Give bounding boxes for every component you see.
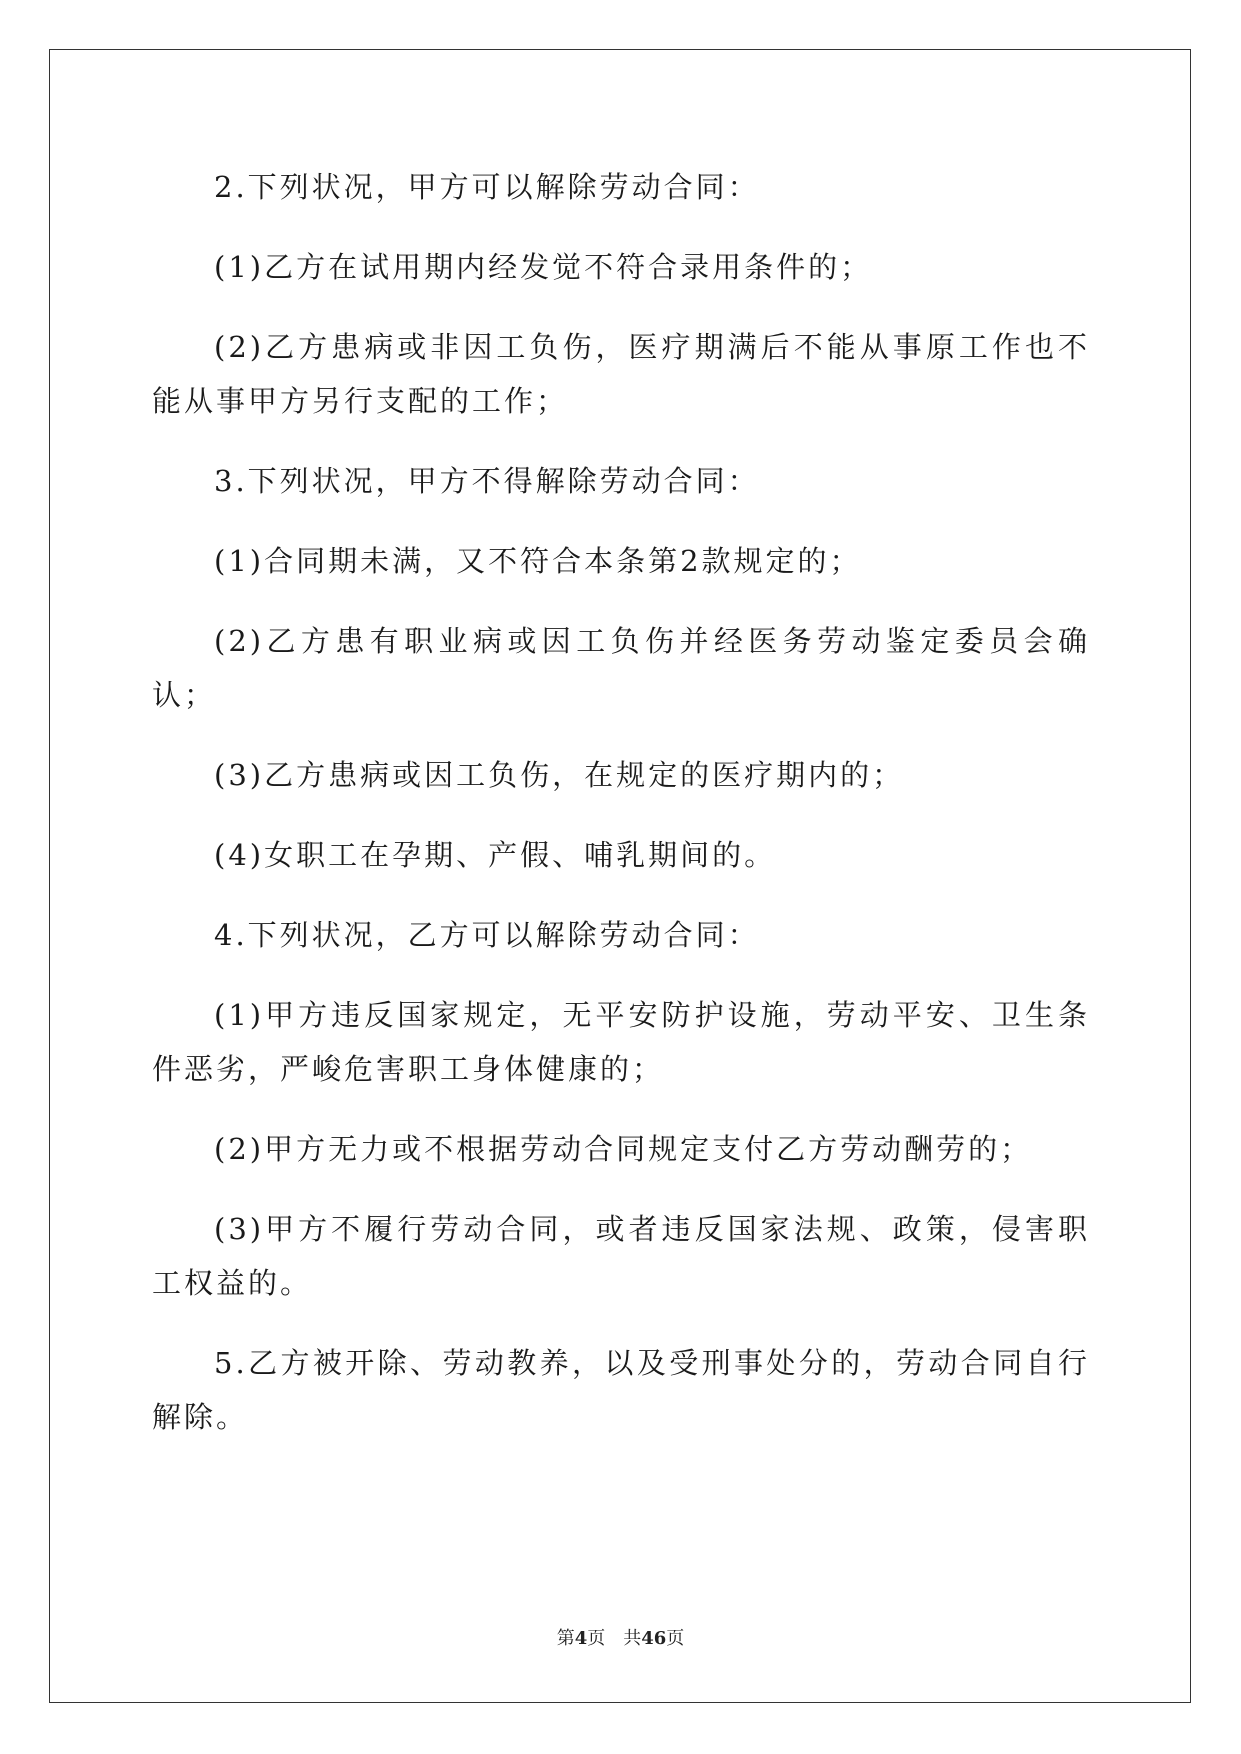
page-footer — [0, 1624, 1241, 1650]
paragraph: (1)合同期未满，又不符合本条第2款规定的； — [214, 544, 862, 578]
total-pages: 46 — [641, 1628, 667, 1649]
paragraph: (1)乙方在试用期内经发觉不符合录用条件的； — [214, 250, 873, 284]
paragraph: (4)女职工在孕期、产假、哺乳期间的。 — [214, 838, 777, 872]
page-suffix: 页 — [587, 1628, 606, 1649]
paragraph: (3)乙方患病或因工负伤，在规定的医疗期内的； — [214, 758, 905, 792]
page-prefix: 第 — [556, 1628, 575, 1649]
total-suffix: 页 — [666, 1628, 685, 1649]
paragraph: 3.下列状况，甲方不得解除劳动合同： — [214, 464, 760, 498]
total-prefix: 共 — [623, 1628, 642, 1649]
paragraph: (1)甲方违反国家规定，无平安防护设施，劳动平安、卫生条件恶劣，严峻危害职工身体健康的； — [152, 998, 1090, 1086]
paragraph: 2.下列状况，甲方可以解除劳动合同： — [214, 170, 760, 204]
paragraph: 4.下列状况，乙方可以解除劳动合同： — [214, 918, 760, 952]
paragraph: (3)甲方不履行劳动合同，或者违反国家法规、政策，侵害职工权益的。 — [152, 1212, 1090, 1300]
page-number: 4 — [574, 1628, 588, 1649]
paragraph: 5.乙方被开除、劳动教养，以及受刑事处分的，劳动合同自行解除。 — [152, 1346, 1090, 1434]
document-body — [152, 160, 1090, 1470]
paragraph: (2)甲方无力或不根据劳动合同规定支付乙方劳动酬劳的； — [214, 1132, 1033, 1166]
paragraph: (2)乙方患有职业病或因工负伤并经医务劳动鉴定委员会确认； — [152, 624, 1090, 712]
paragraph: (2)乙方患病或非因工负伤，医疗期满后不能从事原工作也不能从事甲方另行支配的工作； — [152, 330, 1090, 418]
